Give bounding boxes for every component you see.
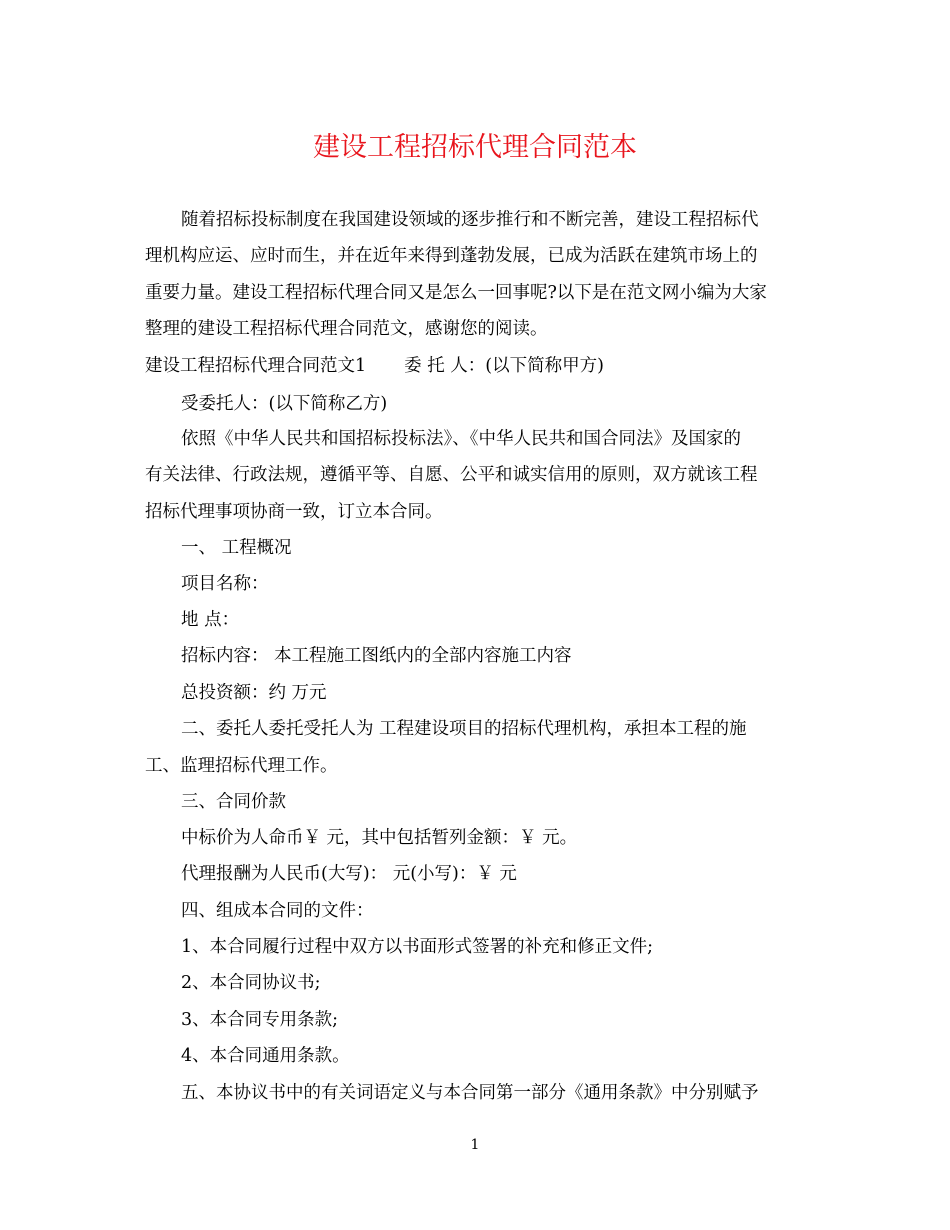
client-party-label: 委 托 人：(以下简称甲方)	[404, 356, 604, 376]
section2-line-1: 二、委托人委托受托人为 工程建设项目的招标代理机构，承担本工程的施	[181, 719, 747, 739]
bid-price-line: 中标价为人命币￥ 元，其中包括暂列金额：￥ 元。	[181, 828, 578, 848]
agency-fee-line: 代理报酬为人民币(大写)： 元(小写)：￥ 元	[181, 864, 517, 884]
section2-line-2: 工、监理招标代理工作。	[145, 756, 338, 776]
project-name-field: 项目名称：	[181, 574, 269, 594]
section4-heading: 四、组成本合同的文件：	[181, 901, 374, 921]
intro-line-2: 理机构应运、应时而生，并在近年来得到蓬勃发展，已成为活跃在建筑市场上的	[145, 246, 758, 266]
basis-line-3: 招标代理事项协商一致，订立本合同。	[145, 502, 443, 522]
investment-field: 总投资额：约 万元	[181, 683, 327, 703]
agent-party-label: 受委托人：(以下简称乙方)	[181, 394, 388, 414]
section3-heading: 三、合同价款	[181, 792, 286, 812]
intro-line-1: 随着招标投标制度在我国建设领域的逐步推行和不断完善，建设工程招标代	[181, 210, 759, 230]
sample-heading-line	[145, 353, 604, 379]
section4-item-2: 2、本合同协议书;	[181, 973, 321, 993]
section1-heading: 一、 工程概况	[181, 538, 292, 558]
section5-line: 五、本协议书中的有关词语定义与本合同第一部分《通用条款》中分别赋予	[181, 1083, 759, 1103]
section4-item-1: 1、本合同履行过程中双方以书面形式签署的补充和修正文件;	[181, 937, 654, 957]
section4-item-4: 4、本合同通用条款。	[181, 1046, 350, 1066]
document-title: 建设工程招标代理合同范本	[313, 132, 637, 163]
basis-line-2: 有关法律、行政法规，遵循平等、自愿、公平和诚实信用的原则，双方就该工程	[145, 465, 758, 485]
intro-line-3: 重要力量。建设工程招标代理合同又是怎么一回事呢?以下是在范文网小编为大家	[145, 283, 767, 303]
page-number: 1	[470, 1137, 480, 1153]
basis-line-1: 依照《中华人民共和国招标投标法》、《中华人民共和国合同法》及国家的	[181, 429, 741, 449]
scope-field: 招标内容： 本工程施工图纸内的全部内容施工内容	[181, 646, 572, 666]
location-field: 地 点：	[181, 610, 240, 630]
intro-line-4: 整理的建设工程招标代理合同范文，感谢您的阅读。	[145, 319, 548, 339]
section4-item-3: 3、本合同专用条款;	[181, 1010, 339, 1030]
sample-heading: 建设工程招标代理合同范文1	[145, 356, 367, 376]
